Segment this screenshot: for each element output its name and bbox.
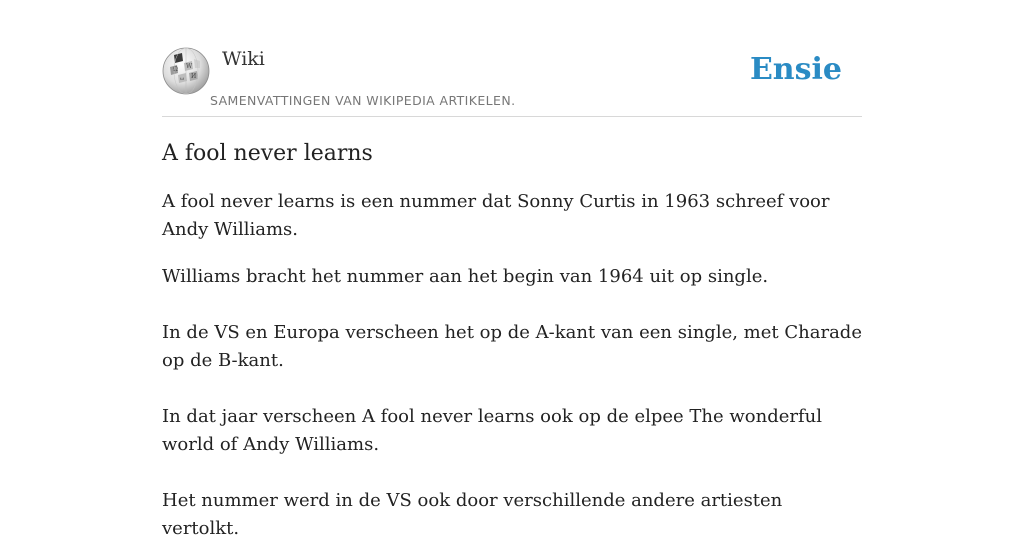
brand-logo-link[interactable]: Ensie xyxy=(749,52,842,87)
article-lead: A fool never learns is een nummer dat Sonny Curtis in 1963 schreef voor Andy Williams. xyxy=(162,191,830,240)
article-body xyxy=(162,138,862,543)
site-header xyxy=(162,44,862,117)
wikipedia-globe-icon[interactable] xyxy=(162,47,210,95)
svg-text:Ω: Ω xyxy=(173,66,178,73)
site-label[interactable]: Wiki xyxy=(222,48,265,70)
svg-text:И: И xyxy=(191,73,197,80)
svg-text:W: W xyxy=(186,63,193,70)
article-paragraph: In dat jaar verscheen A fool never learns ook op de elpee The wonderful world of Andy Williams. xyxy=(162,406,823,455)
svg-text:ω: ω xyxy=(180,76,185,82)
article-paragraph: In de VS en Europa verscheen het op de A-kant van een single, met Charade op de B-kant. xyxy=(162,322,862,371)
article-title: A fool never learns xyxy=(162,141,373,166)
article-paragraph: Williams bracht het nummer aan het begin van 1964 uit op single. xyxy=(162,266,769,287)
article-paragraph: Het nummer werd in de VS ook door verschillende andere artiesten vertolkt. xyxy=(162,490,783,539)
site-tagline: SAMENVATTINGEN VAN WIKIPEDIA ARTIKELEN. xyxy=(210,93,516,108)
